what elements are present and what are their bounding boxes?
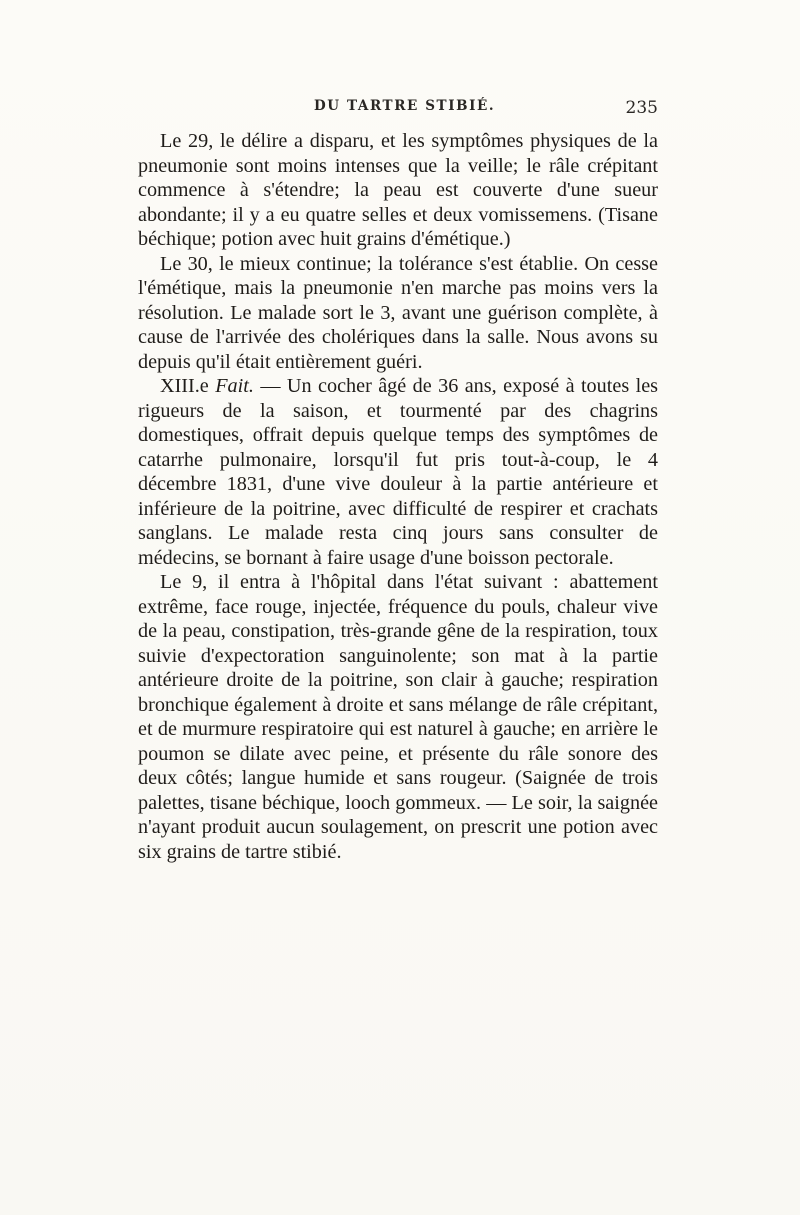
case-number: XIII.e bbox=[160, 375, 209, 397]
page-number: 235 bbox=[625, 98, 658, 118]
page-header bbox=[138, 98, 658, 122]
case-dash: — bbox=[260, 375, 281, 397]
body-text bbox=[138, 129, 658, 864]
running-title: DU TARTRE STIBIÉ. bbox=[314, 98, 496, 114]
paragraph-4: Le 9, il entra à l'hôpital dans l'état suivant : abattement extrême, face rouge, injectée, fréquence du pouls, chaleur vive de la peau, constipation, très-grande gêne de la respiration, toux suivie d'expectoration sanguinolente; son mat à la partie antérieure droite de la poitrine, son clair à gauche; respiration bronchique également à droite et sans mélange de râle crépitant, et de murmure respiratoire qui est naturel à gauche; en arrière le poumon se dilate avec peine, et présente du râle sonore des deux côtés; langue humide et sans rougeur. (Saignée de trois palettes, tisane béchique, looch gommeux. — Le soir, la saignée n'ayant produit aucun soulagement, on prescrit une potion avec six grains de tartre stibié. bbox=[138, 571, 658, 863]
paragraph-3 bbox=[138, 374, 658, 570]
paragraph-1: Le 29, le délire a disparu, et les symptômes physiques de la pneumonie sont moins intenses que la veille; le râle crépitant commence à s'étendre; la peau est couverte d'une sueur abondante; il y a eu quatre selles et deux vomissemens. (Tisane béchique; potion avec huit grains d'émétique.) bbox=[138, 130, 658, 250]
paragraph-2: Le 30, le mieux continue; la tolérance s'est établie. On cesse l'émétique, mais la pneumonie n'en marche pas moins vers la résolution. Le malade sort le 3, avant une guérison complète, à cause de l'arrivée des cholériques dans la salle. Nous avons su depuis qu'il était entièrement guéri. bbox=[138, 252, 658, 373]
paragraph-3-text: Un cocher âgé de 36 ans, exposé à toutes les rigueurs de la saison, et tourmenté par des chagrins domestiques, offrait depuis quelque temps des symptômes de catarrhe pulmonaire, lorsqu'il fut pris tout-à-coup, le 4 décembre 1831, d'une vive douleur à la partie antérieure et inférieure de la poitrine, avec difficulté de respirer et crachats sanglans. Le malade resta cinq jours sans consulter de médecins, se bornant à faire usage d'une boisson pectorale. bbox=[138, 375, 659, 569]
case-label: Fait. bbox=[215, 375, 254, 397]
